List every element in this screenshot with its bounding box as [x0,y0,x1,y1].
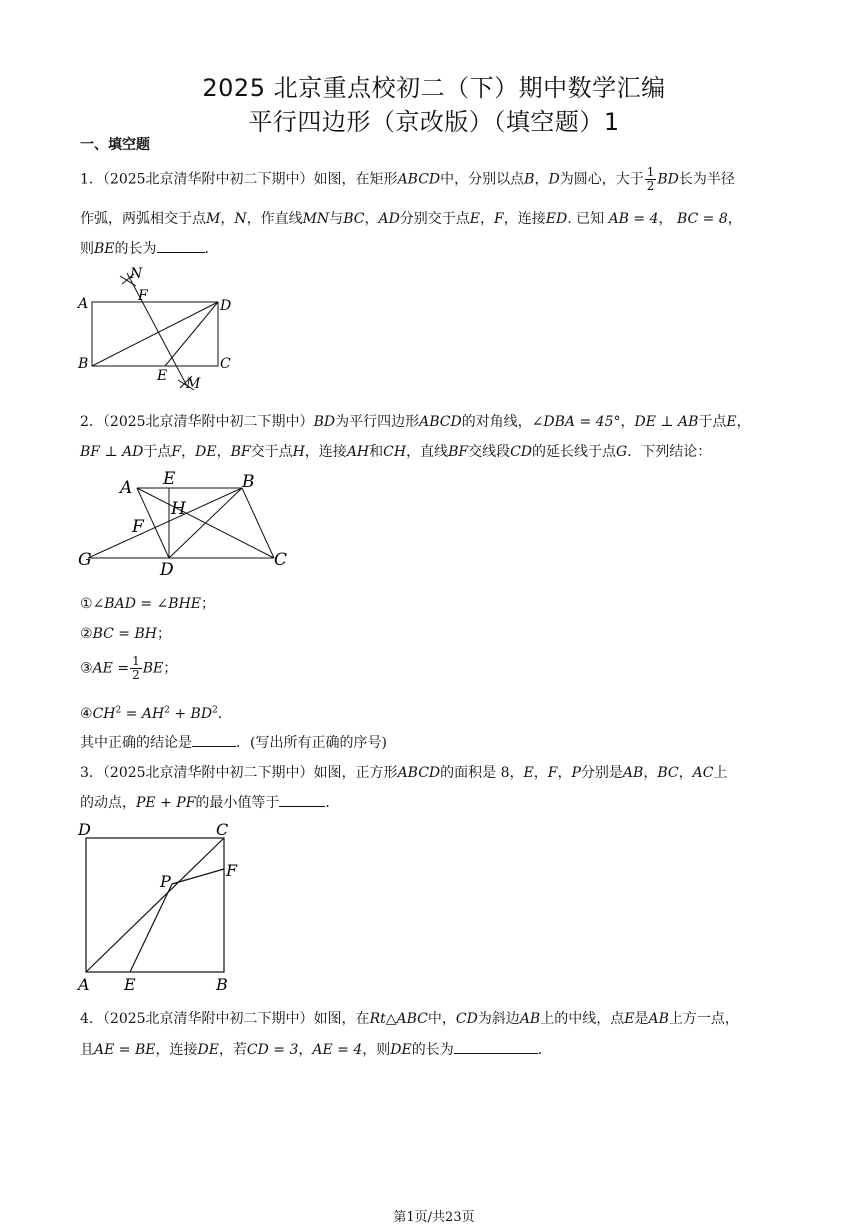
q2-c3-number: ③ [80,660,93,677]
q1-text: ， [534,171,549,188]
q4-text: AB [519,1011,541,1027]
q2-c4-text: = AH [121,706,165,722]
q2-text: DE [195,444,217,460]
q1-text: ， [727,211,742,227]
q3-text: ABCD [397,765,441,781]
q2-fig-label-e: E [163,469,176,489]
q2-text: ， [736,414,751,430]
q1-bd: BD [657,171,679,188]
q1-text: 则 [80,241,94,257]
q3-text: 的动点， [80,795,136,811]
q2-text: ． [217,706,232,722]
q2-c3-text: AE = [92,660,130,677]
q1-text: 如图，在矩形 [313,171,398,188]
q1-fraction [645,166,657,193]
q1-line2 [80,208,800,228]
q4-number: 4． [80,1011,103,1027]
q2-angle: ∠DBA = 45° [531,414,621,430]
q3-fig-label-b: B [216,975,228,994]
q2-conclusion-4 [80,703,800,723]
q2-text: F [171,444,182,460]
q4-text: 上方一点， [668,1011,739,1027]
q2-c3-text: BE [142,660,164,677]
q4-source: （2025北京清华附中初二下期中） [102,1011,314,1027]
q1-text: 分别交于点 [399,211,470,227]
q3-text: ． [325,795,340,811]
q2-text: CD [510,444,533,460]
q1-ad: AD [378,211,400,227]
q1-mn: MN [302,211,330,227]
q4-text: CD = 3 [246,1042,299,1058]
q3-text: ， [533,765,548,781]
q2-c2-number: ② [80,626,93,642]
q4-text: 的长为 [411,1042,454,1058]
q4-text: 中， [427,1011,456,1027]
q2-answer-blank[interactable] [192,732,236,747]
q2-fig-label-a: A [120,478,133,498]
q2-figure [74,466,294,578]
q3-answer-blank[interactable] [279,792,325,807]
page-title-line1: 2025 北京重点校初二（下）期中数学汇编 [202,74,666,102]
q4-text: 如图，在 [313,1011,370,1027]
q1-line1 [80,166,800,193]
q4-answer-blank[interactable] [454,1039,538,1054]
q3-number: 3． [80,765,103,781]
q2-text: 为平行四边形 [335,414,420,430]
q4-text: E [624,1011,635,1027]
q2-fig-label-f: F [132,517,144,537]
q1-be: BE [94,241,115,257]
q2-line1 [80,411,800,431]
q1-fig-label-a: A [78,296,89,312]
q1-frac-num: 1 [646,165,655,179]
q2-c1-number: ① [80,596,93,612]
q2-c4-text: CH [92,706,116,722]
q4-text: AB [648,1011,669,1027]
q3-text: E [523,765,534,781]
q3-text: ， [643,765,658,781]
q2-c2-text: BC = BH [92,626,157,642]
q4-text: ，则 [362,1042,391,1058]
q2-conclusion-2 [80,623,800,643]
q4-text: 是 [634,1011,649,1027]
q1-text: ，连接 [503,211,546,227]
q3-fig-label-a: A [78,975,90,994]
q2-text: ，直线 [406,444,449,460]
q2-text: 的延长线于点 [532,444,617,460]
q2-c3-frac-num: 1 [132,654,140,668]
q2-fig-label-g: G [78,550,92,570]
q1-ed: ED [545,211,568,227]
q2-conclusion-3 [80,655,800,682]
q3-text: AB [622,765,644,781]
q4-text: ． [537,1042,552,1058]
q1-fig-label-d: D [220,298,232,314]
q1-fig-label-n: N [130,266,143,282]
q1-abcd: ABCD [397,171,441,188]
q3-text: BC [657,765,679,781]
q2-text: BF [230,444,251,460]
q1-text: ， [220,211,235,227]
q4-text: AE = BE [94,1042,156,1058]
q1-text: 中，分别以点 [440,171,525,188]
q2-c4-sup: 2 [115,705,122,716]
q2-c1-text: ∠BAD = ∠BHE [92,596,201,612]
q1-answer-blank[interactable] [157,238,205,253]
q1-bc-eq: BC = 8 [676,211,728,227]
q2-c4-sup: 2 [212,705,218,716]
q3-text: 的面积是 8， [440,765,524,781]
q2-text: ； [156,626,171,642]
q1-fig-label-m: M [186,376,201,392]
q2-text: ； [163,660,178,677]
q2-fig-label-d: D [160,560,174,578]
q1-text: 作弧，两弧相交于点 [80,211,206,227]
q3-text: P [571,765,581,781]
q1-frac-den: 2 [646,179,655,193]
q1-ab-eq: AB = 4 [608,211,659,227]
q2-c4-text: + BD [169,706,213,722]
q2-fig-label-b: B [242,472,255,492]
q4-text: ，若 [218,1042,247,1058]
q1-text: ，作直线 [246,211,303,227]
section-heading: 一、填空题 [80,137,150,153]
q3-fig-label-e: E [124,975,136,994]
q2-text: BD [313,414,336,430]
q3-text: F [547,765,558,781]
q4-text: DE [390,1042,412,1058]
q4-text: ，连接 [155,1042,198,1058]
q2-text: H [292,444,305,460]
q2-source: （2025北京清华附中初二下期中） [102,414,314,430]
q1-fig-label-e: E [157,368,168,384]
q2-text: 于点 [698,414,727,430]
q2-text: ABCD [419,414,462,430]
q1-text: 为圆心，大于 [559,171,644,188]
q2-text: G [616,444,628,460]
q1-text: ， [364,211,379,227]
q2-fig-label-c: C [274,550,288,570]
q3-fig-label-d: D [78,820,91,839]
q1-text: ． [204,241,219,257]
q2-text: ， [181,444,196,460]
q2-text: 交线段 [468,444,511,460]
q2-bf-perp: BF ⊥ AD [80,444,144,460]
q3-fig-label-c: C [216,820,229,839]
q4-text: 为斜边 [477,1011,520,1027]
q1-number: 1． [80,171,103,188]
q1-line3 [80,238,800,258]
q1-fig-label-f: F [138,288,148,304]
q3-text: 上 [713,765,728,781]
q4-text: AE = 4 [312,1042,363,1058]
q1-m: M [206,211,221,227]
q1-source: （2025北京清华附中初二下期中） [102,171,314,188]
q1-text: ， [658,211,673,227]
q2-text: ．(写出所有正确的序号) [236,735,387,751]
q1-e: E [469,211,481,227]
q1-fig-label-c: C [220,356,231,372]
q2-text: 交于点 [250,444,293,460]
q3-text: ， [678,765,693,781]
q4-text: CD [455,1011,478,1027]
q3-text: ， [557,765,572,781]
q3-text: AC [692,765,714,781]
q2-conclusion-1 [80,593,800,613]
q2-text: 于点 [143,444,172,460]
q3-source: （2025北京清华附中初二下期中） [102,765,314,781]
q2-text: ．下列结论： [627,444,712,460]
q4-line2 [80,1039,800,1059]
q2-answer-line [80,732,800,752]
q3-line2 [80,792,800,812]
q1-text: 的长为 [114,241,157,257]
q2-text: ， [620,414,635,430]
q3-figure [74,818,254,994]
q2-text: AH [346,444,370,460]
q3-fig-label-f: F [226,861,238,880]
q1-text: 与 [329,211,344,227]
q1-point-d: D [548,171,560,188]
q2-text: ， [216,444,231,460]
q2-text: 其中正确的结论是 [80,735,192,751]
q2-text: ，连接 [304,444,347,460]
q1-text: ， [480,211,495,227]
q1-bc: BC [343,211,365,227]
q4-line1 [80,1008,800,1028]
q2-text: E [726,414,737,430]
q3-text: 分别是 [580,765,623,781]
q1-text: . 已知 [567,211,605,227]
q4-text: 且 [80,1042,94,1058]
q2-number: 2． [80,414,103,430]
q2-text: 和 [369,444,384,460]
q4-text: 上的中线，点 [540,1011,625,1027]
q1-fig-label-b: B [78,356,89,372]
q2-c4-sup: 2 [164,705,170,716]
q2-fig-label-h: H [171,499,186,519]
q2-text: CH [383,444,407,460]
q2-text: ； [201,596,215,612]
page-title-line2: 平行四边形（京改版）（填空题）1 [248,108,620,136]
q3-text: 的最小值等于 [195,795,280,811]
q1-point-b: B [524,171,535,188]
q2-c3-fraction [130,655,142,682]
q2-text: BF [448,444,469,460]
q3-text: 如图，正方形 [313,765,398,781]
q4-text: ， [298,1042,313,1058]
q2-c4-number: ④ [80,706,93,722]
q1-figure [74,264,244,394]
q2-text: 的对角线， [461,414,532,430]
q2-c3-frac-den: 2 [132,668,140,682]
q1-f: F [494,211,504,227]
q1-n: N [234,211,247,227]
q1-text: 长为半径 [678,171,735,188]
q3-fig-label-p: P [160,872,171,891]
q3-line1 [80,762,800,782]
page-footer: 第1页/共23页 [393,1210,475,1225]
q2-de-perp: DE ⊥ AB [634,414,699,430]
q3-text: PE + PF [136,795,196,811]
q2-line2 [80,441,800,461]
q4-text: DE [197,1042,219,1058]
q4-text: Rt△ABC [369,1011,428,1027]
